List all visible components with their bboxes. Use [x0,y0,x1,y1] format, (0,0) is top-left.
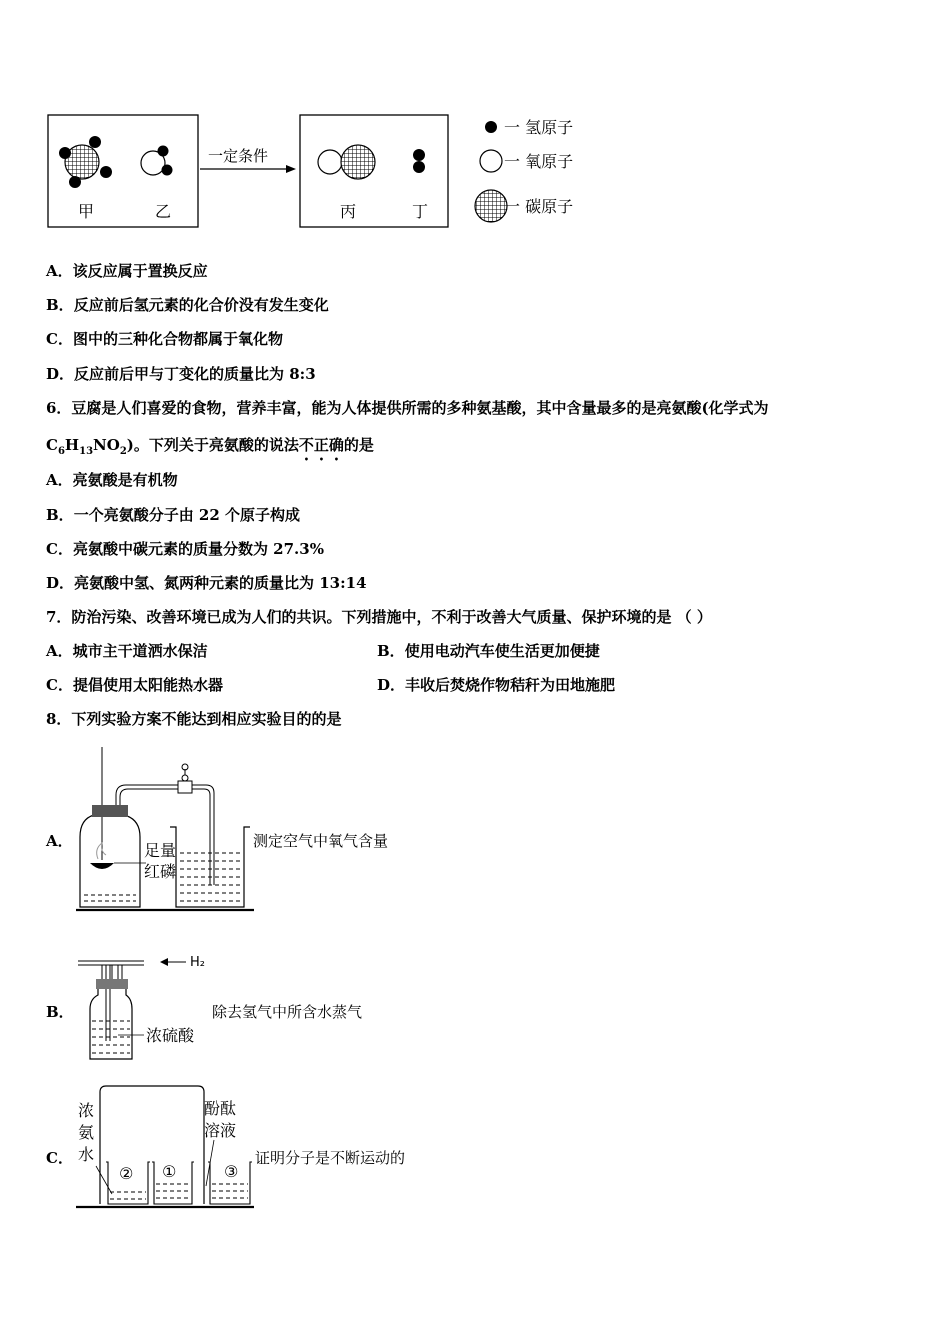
legend-oxygen: 一 氧原子 [504,152,574,171]
label-ammonia-2: 氨 [78,1123,95,1142]
molecule-yi [141,146,173,176]
label-ammonia-3: 水 [78,1145,95,1164]
q8-option-a-letter: A． [46,832,73,850]
q5-option-a: A．该反应属于置换反应 [46,262,208,280]
q6-option-b: B．一个亮氨酸分子由 22 个原子构成 [46,506,301,524]
q5-option-c: C．图中的三种化合物都属于氧化物 [46,330,283,348]
label-yi: 乙 [155,202,172,221]
label-phenolphthalein-2: 溶液 [204,1121,237,1140]
q6-stem-line1: 6．豆腐是人们喜爱的食物，营养丰富，能为人体提供所需的多种氨基酸，其中含量最多的是亮氨酸(化学式为 [46,399,769,417]
arrow-label: 一定条件 [208,147,269,165]
legend-carbon: 一 碳原子 [504,197,574,216]
beaker-mark-2: ② [119,1164,134,1183]
label-phenolphthalein-1: 酚酞 [204,1099,237,1118]
q8-option-c-letter: C． [46,1149,73,1167]
molecule-ding [413,149,425,173]
apparatus-oxygen-measurement [72,745,257,915]
beaker-mark-1: ① [162,1162,177,1181]
molecule-jia [59,136,112,188]
legend [475,118,573,222]
q8-option-b-letter: B． [46,1003,74,1021]
q8-stem: 8．下列实验方案不能达到相应实验目的的是 [46,710,342,728]
label-ammonia-1: 浓 [78,1101,95,1120]
apparatus-drying-hydrogen [72,945,222,1067]
legend-hydrogen: 一 氢原子 [504,118,574,137]
q7-option-a: A．城市主干道洒水保洁 [46,642,208,660]
q6-option-d: D．亮氨酸中氢、氮两种元素的质量比为 13:14 [46,574,367,592]
label-ding: 丁 [412,202,429,221]
q7-option-d: D．丰收后焚烧作物秸秆为田地施肥 [377,676,616,694]
q6-stem-line2: $C_6H_{13}NO_2$)。下列关于亮氨酸的说法不正确的是 [46,436,374,457]
q7-option-b: B．使用电动汽车使生活更加便捷 [377,642,600,660]
label-bing: 丙 [340,202,357,221]
q8-option-a-desc: 测定空气中氧气含量 [253,832,389,850]
q6-option-c: C．亮氨酸中碳元素的质量分数为 27.3% [46,540,324,558]
gas-h2-label: H₂ [190,955,205,970]
q6-option-a: A．亮氨酸是有机物 [46,471,178,489]
q8-option-c-desc: 证明分子是不断运动的 [255,1149,406,1167]
beaker-mark-3: ③ [224,1162,239,1181]
molecule-bing [318,145,375,179]
q5-option-d: D．反应前后甲与丁变化的质量比为 8:3 [46,365,316,383]
q5-option-b: B．反应前后氢元素的化合价没有发生变化 [46,296,329,314]
q7-option-c: C．提倡使用太阳能热水器 [46,676,223,694]
q7-stem: 7．防治污染、改善环境已成为人们的共识。下列措施中，不利于改善大气质量、保护环境的是 （ ） [46,608,712,626]
apparatus-molecular-motion [72,1082,257,1212]
reaction-figure [40,105,600,235]
emphasis-incorrect: 不正确 [298,436,344,454]
label-enough: 足量 [144,841,177,860]
label-conc-sulfuric-acid: 浓硫酸 [146,1026,195,1045]
label-red-phosphorus: 红磷 [144,862,177,881]
q8-option-b-desc: 除去氢气中所含水蒸气 [212,1003,363,1021]
label-jia: 甲 [78,202,95,221]
